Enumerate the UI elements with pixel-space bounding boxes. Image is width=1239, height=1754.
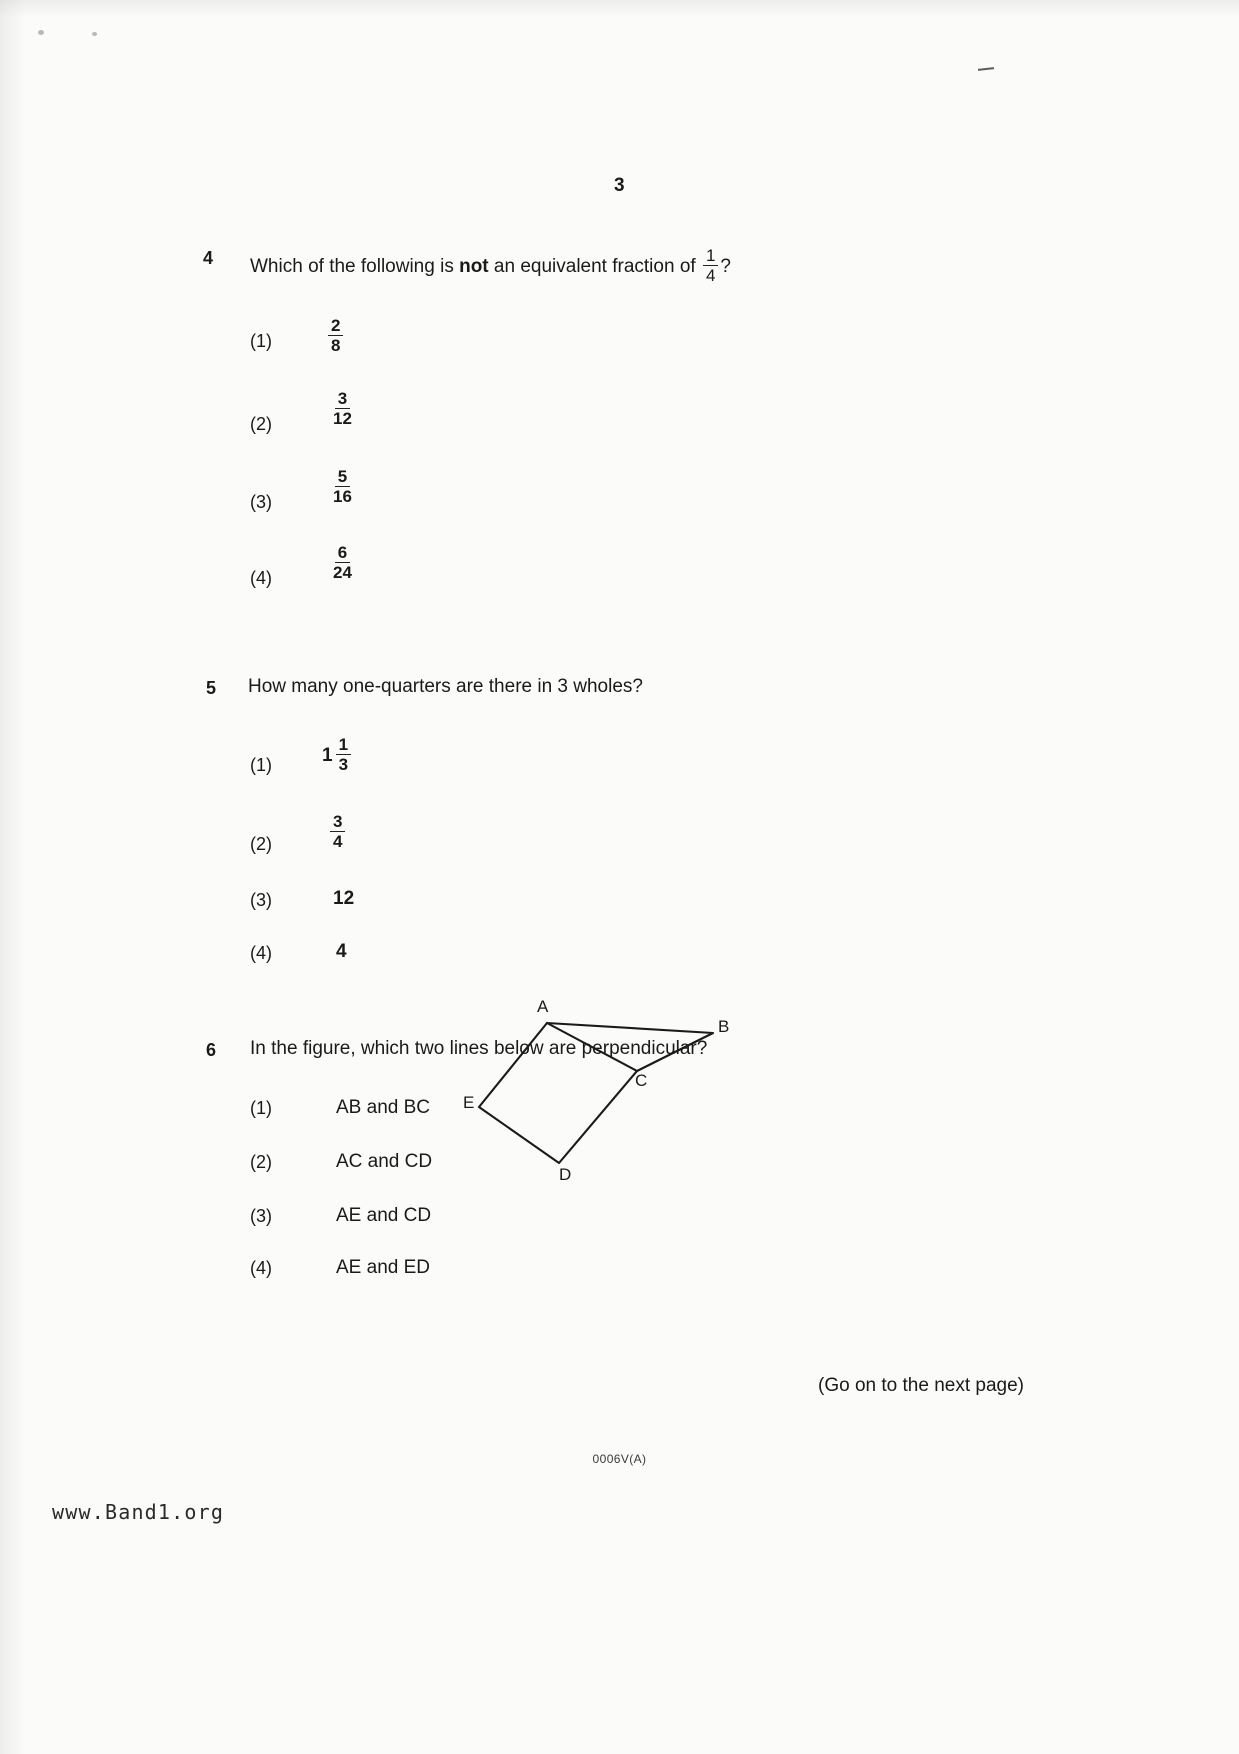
question-4-number: 4 (203, 248, 214, 268)
question-4-option-4-value[interactable] (328, 545, 357, 583)
fraction-numerator: 5 (335, 468, 350, 487)
figure-point-label-D: D (559, 1165, 572, 1184)
option-fraction (336, 736, 351, 774)
question-4-text-emphasis: not (459, 255, 489, 277)
option-fraction (330, 544, 355, 582)
page-edge-shadow-left (0, 0, 26, 1754)
question-4-option-3-value[interactable] (328, 469, 357, 507)
figure-point-label-B: B (718, 1017, 730, 1036)
fraction-denominator: 4 (705, 266, 716, 286)
question-5-option-2-value[interactable] (328, 814, 347, 852)
fraction-denominator: 3 (338, 755, 349, 775)
question-6-option-4-label[interactable]: (4) (250, 1258, 272, 1278)
question-4-text-end: ? (720, 255, 731, 277)
fraction-numerator: 3 (335, 390, 350, 409)
fraction-denominator: 16 (333, 487, 352, 507)
figure-point-label-E: E (463, 1093, 475, 1112)
geometry-figure-svg (455, 985, 755, 1200)
question-6-option-3-label[interactable]: (3) (250, 1206, 272, 1226)
scan-speck (92, 32, 97, 36)
page-number: 3 (613, 175, 626, 196)
mixed-number (322, 737, 353, 775)
question-4-option-2-label[interactable]: (2) (250, 414, 272, 434)
fraction-denominator: 4 (333, 832, 343, 852)
question-4-option-4-label[interactable]: (4) (250, 568, 272, 588)
page-edge-shadow-top (0, 0, 1239, 18)
fraction-numerator: 6 (335, 544, 350, 563)
question-5-option-2-label[interactable]: (2) (250, 834, 272, 854)
question-4-text-after: an equivalent fraction of (488, 255, 696, 277)
question-4-option-3-label[interactable]: (3) (250, 492, 272, 512)
go-to-next-page-note: (Go on to the next page) (818, 1375, 1024, 1396)
question-5-option-1-label[interactable]: (1) (250, 755, 272, 775)
question-5-number: 5 (206, 678, 217, 698)
fraction-denominator: 24 (333, 563, 352, 583)
question-6-number: 6 (206, 1040, 217, 1060)
question-6-text: In the figure, which two lines below are perpendicular? (250, 1038, 708, 1059)
fraction-numerator: 2 (328, 317, 343, 336)
question-6-option-2-label[interactable]: (2) (250, 1152, 272, 1172)
question-4-text (250, 248, 731, 286)
question-5-text: How many one-quarters are there in 3 wholes? (248, 676, 643, 697)
question-4-option-2-value[interactable] (328, 391, 357, 429)
question-5-option-1-value[interactable] (322, 737, 353, 775)
option-fraction (330, 390, 355, 428)
question-5-option-4-value[interactable]: 4 (336, 941, 347, 962)
mixed-whole: 1 (322, 744, 333, 766)
figure-point-label-A: A (537, 997, 549, 1016)
fraction-denominator: 12 (333, 409, 352, 429)
fraction-numerator: 1 (703, 247, 718, 266)
option-fraction (328, 317, 343, 355)
question-6-option-2-value[interactable]: AC and CD (336, 1151, 433, 1172)
question-6-option-3-value[interactable]: AE and CD (336, 1205, 432, 1226)
question-6-figure (455, 985, 755, 1200)
fraction-numerator: 3 (330, 813, 345, 832)
fraction-numerator: 1 (336, 736, 351, 755)
option-fraction (330, 468, 355, 506)
question-4-option-1-label[interactable]: (1) (250, 331, 272, 351)
question-6-option-1-label[interactable]: (1) (250, 1098, 272, 1118)
paper-code: 0006V(A) (592, 1452, 647, 1466)
figure-outline (479, 1023, 713, 1163)
question-6-option-1-value[interactable]: AB and BC (336, 1097, 430, 1118)
question-5-option-3-value[interactable]: 12 (333, 888, 355, 909)
question-4-stem-fraction (703, 247, 718, 285)
figure-point-label-C: C (635, 1071, 648, 1090)
figure-line-AC (547, 1023, 637, 1071)
site-watermark: www.Band1.org (52, 1500, 225, 1524)
question-4-option-1-value[interactable] (326, 318, 345, 356)
question-6-option-4-value[interactable]: AE and ED (336, 1257, 430, 1278)
option-fraction (330, 813, 345, 851)
fraction-denominator: 8 (331, 336, 341, 356)
question-5-option-3-label[interactable]: (3) (250, 890, 272, 910)
question-5-option-4-label[interactable]: (4) (250, 943, 272, 963)
scan-speck (38, 30, 44, 35)
question-4-text-before: Which of the following is (250, 255, 460, 277)
